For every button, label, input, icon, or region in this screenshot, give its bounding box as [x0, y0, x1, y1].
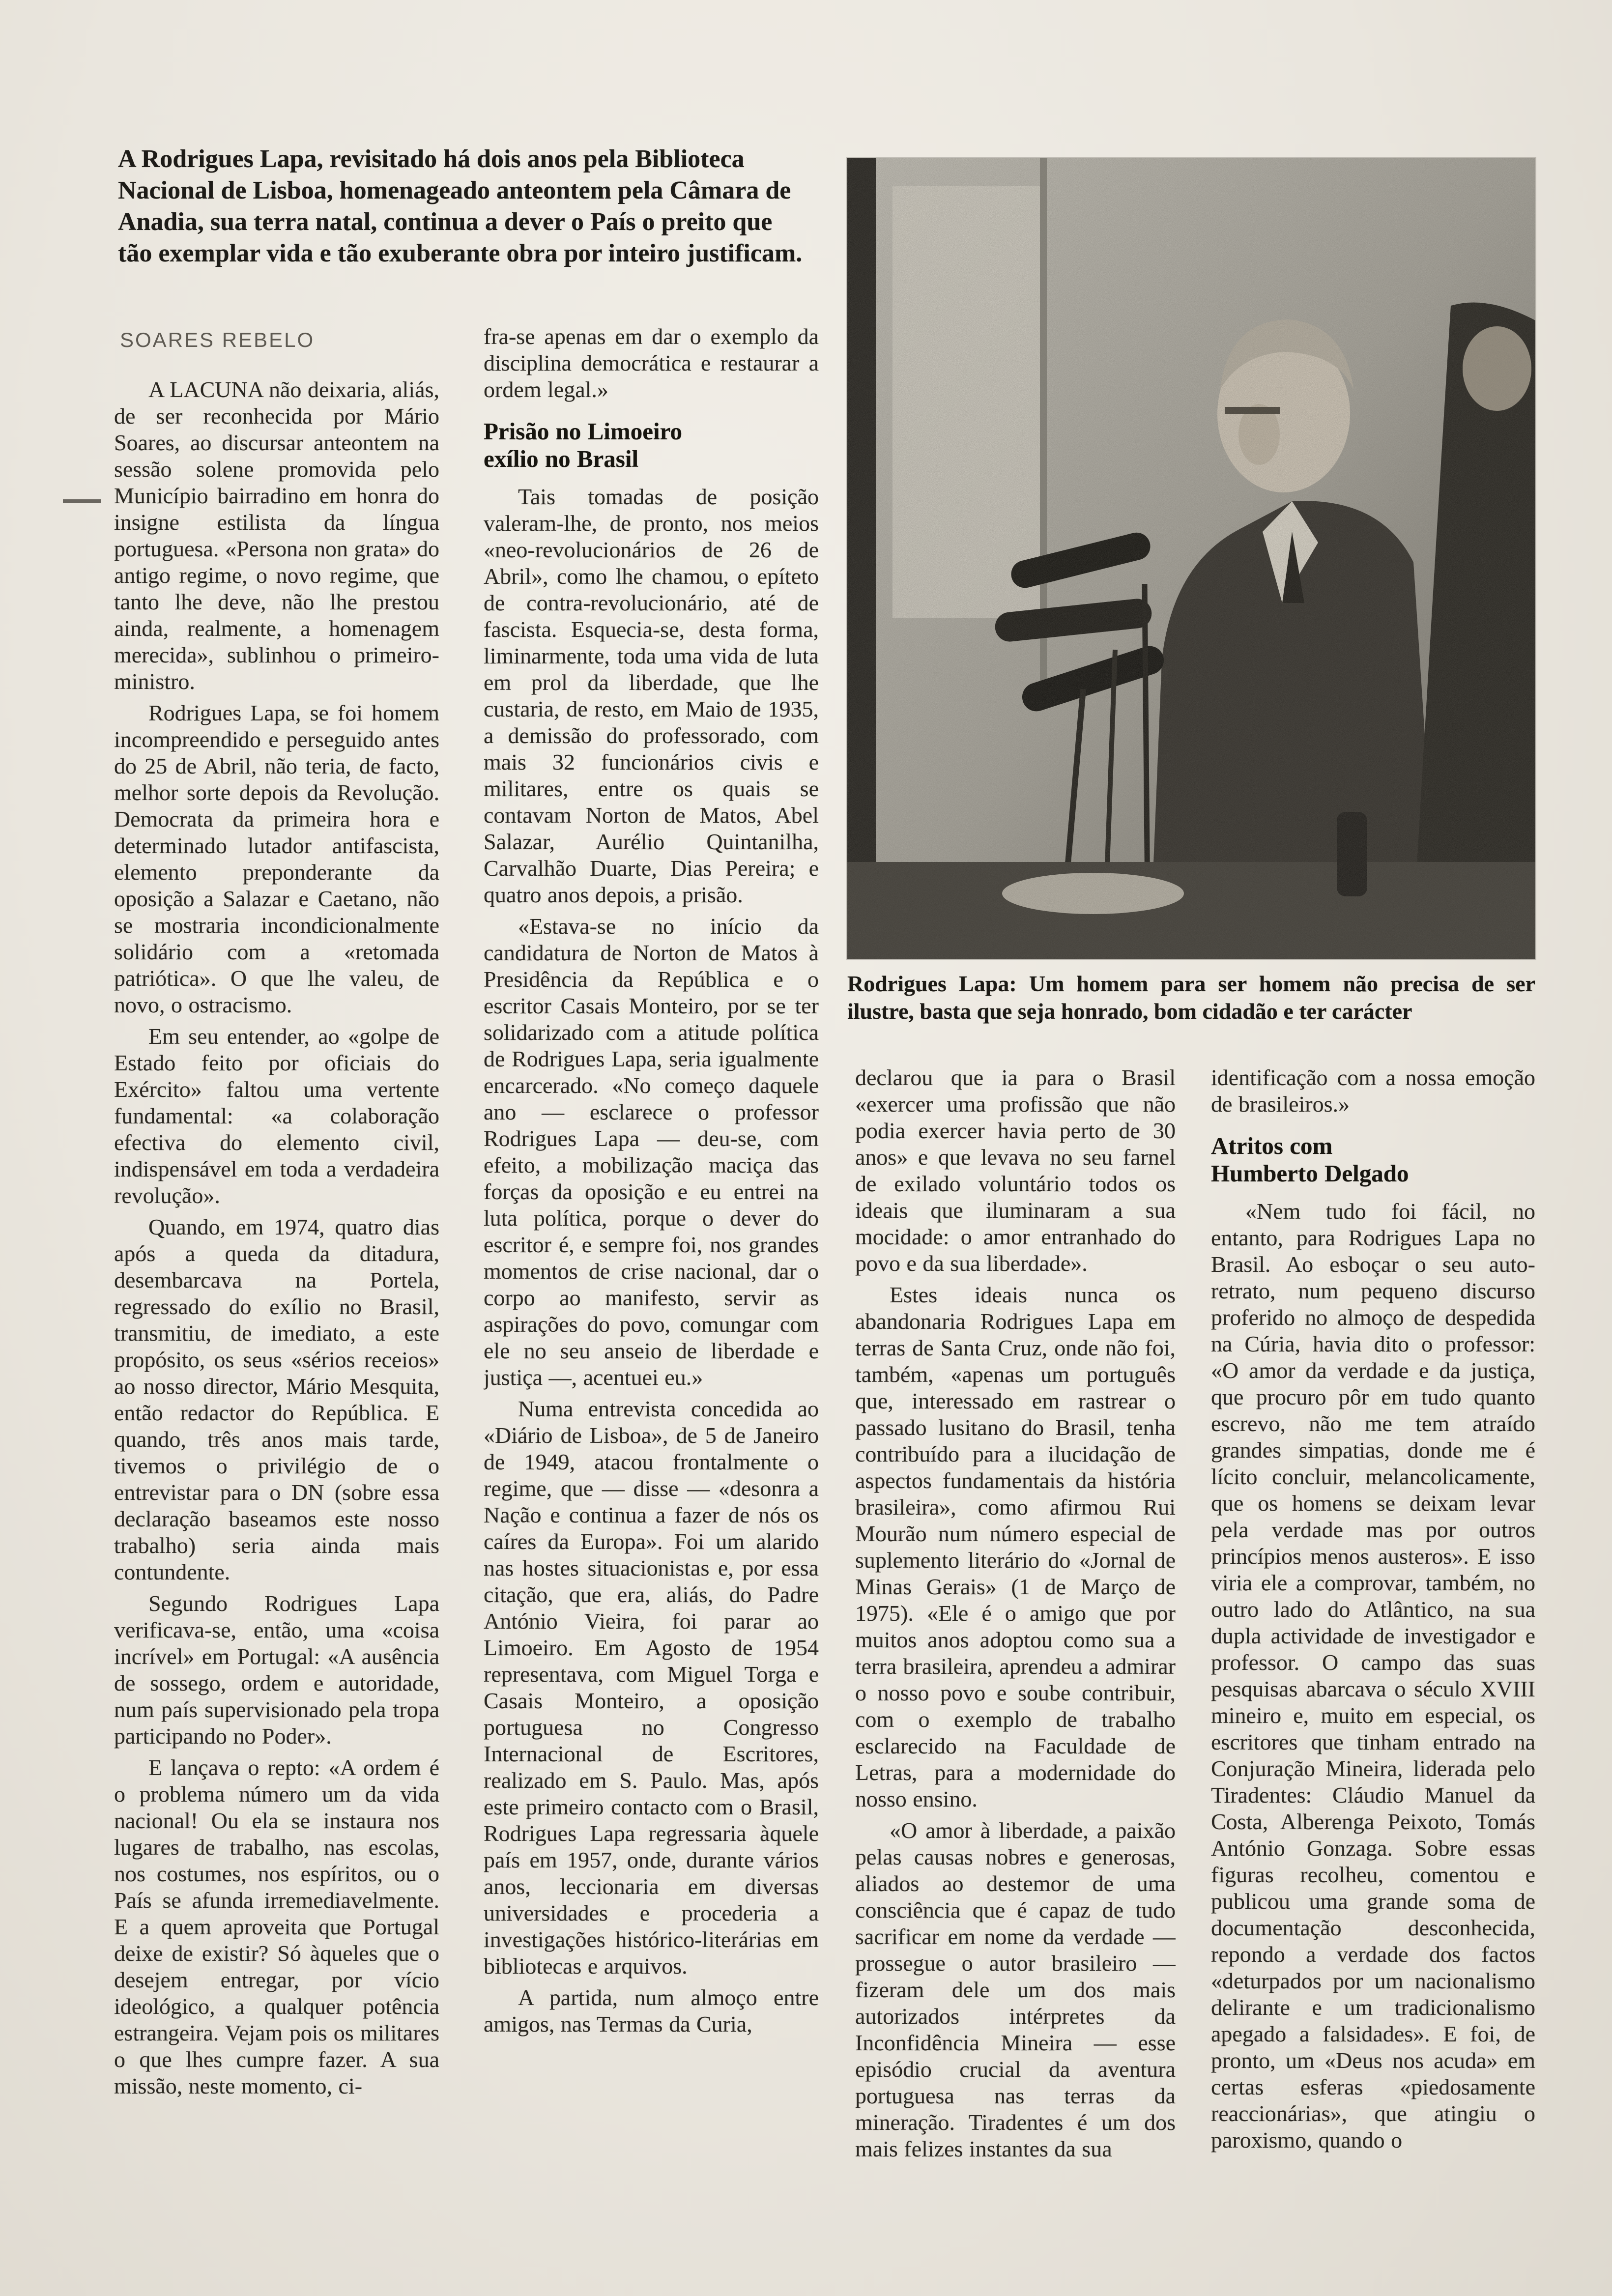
- subheading-line-1: Prisão no Limoeiro: [484, 418, 682, 445]
- subheading-line-2: exílio no Brasil: [484, 445, 639, 472]
- paragraph: A LACUNA não deixaria, aliás, de ser reconhecida por Mário Soares, ao discursar anteontem na sessão solene promovida pelo Município bairradino em honra do insigne estilista da língua portuguesa. «Persona non grata» do antigo regime, o novo regime, que tanto lhe deve, não lhe prestou ainda, realmente, a homenagem merecida», sublinhou o primeiro-ministro.: [114, 377, 439, 694]
- paragraph: E lançava o repto: «A ordem é o problema número um da vida nacional! Ou ela se instaura nos lugares de trabalho, nas escolas, nos costumes, nos espíritos, ou o País se afunda irremediavelmente. E a quem aproveita que Portugal deixe de existir? Só àqueles que o desejem entregar, por vício ideológico, a qualquer potência estrangeira. Vejam pois os militares o que lhes cumpre fazer. A sua missão, neste momento, ci-: [114, 1755, 439, 2098]
- subheading-line-1: Atritos com: [1211, 1132, 1333, 1159]
- paragraph-continuation: identificação com a nossa emoção de brasileiros.»: [1211, 1065, 1535, 1117]
- paragraph: Quando, em 1974, quatro dias após a queda da ditadura, desembarcava na Portela, regressado do exílio no Brasil, transmitiu, de imediato, a este propósito, os seus «sérios receios» ao nosso director, Mário Mesquita, então redactor do República. E quando, três anos mais tarde, tivemos o privilégio de o entrevistar para o DN (sobre essa declaração baseamos este nosso trabalho) seria ainda mais contundente.: [114, 1214, 439, 1584]
- photo-caption: Rodrigues Lapa: Um homem para ser homem não precisa de ser ilustre, basta que seja honrado, bom cidadão e ter carácter: [847, 971, 1535, 1024]
- paragraph-continuation: declarou que ia para o Brasil «exercer uma profissão que não podia exercer havia perto de 30 anos» e que levava no seu farnel de exilado voluntário todos os ideais que iluminaram a sua mocidade: o amor entranhado do povo e da sua liberdade».: [855, 1065, 1176, 1276]
- paragraph: Estes ideais nunca os abandonaria Rodrigues Lapa em terras de Santa Cruz, onde não foi, também, «apenas um português que, interessado em rastrear o passado lusitano do Brasil, tenha contribuído para a ilucidação de aspectos fundamentais da história brasileira», como afirmou Rui Mourão num número especial de suplemento literário do «Jornal de Minas Gerais» (1 de Março de 1975). «Ele é o amigo que por muitos anos adoptou como sua a terra brasileira, aprendeu a admirar o nosso povo e soube contribuir, com o exemplo de trabalho esclarecido na Faculdade de Letras, para a modernidade do nosso ensino.: [855, 1282, 1176, 1811]
- article-column-1: [114, 376, 439, 2256]
- paragraph: A partida, num almoço entre amigos, nas Termas da Curia,: [484, 1985, 819, 2037]
- paragraph: «O amor à liberdade, a paixão pelas causas nobres e generosas, aliados ao destemor de uma consciência que é capaz de tudo sacrificar em nome da verdade — prossegue o autor brasileiro — fizeram dele um dos mais autorizados intérpretes da Inconfidência Mineira — esse episódio crucial da aventura portuguesa nas terras da mineração. Tiradentes é um dos mais felizes instantes da sua: [855, 1818, 1176, 2161]
- article-column-4: [1211, 1064, 1535, 2256]
- photo-figure: [847, 158, 1535, 1025]
- paragraph: Tais tomadas de posição valeram-lhe, de pronto, nos meios «neo-revolucionários de 26 de Abril», como lhe chamou, o epíteto de contra-revolucionário, até de fascista. Esquecia-se, desta forma, liminarmente, toda uma vida de luta em prol da liberdade, que lhe custaria, de resto, em Maio de 1935, a demissão do professorado, com mais 32 funcionários civis e militares, entre os quais se contavam Norton de Matos, Abel Salazar, Aurélio Quintanilha, Carvalhão Duarte, Dias Pereira; e quatro anos depois, a prisão.: [484, 484, 819, 907]
- article-column-2: [484, 323, 819, 2256]
- paragraph: «Nem tudo foi fácil, no entanto, para Rodrigues Lapa no Brasil. Ao esboçar o seu auto-retrato, num pequeno discurso proferido no almoço de despedida na Cúria, havia dito o professor: «O amor da verdade e da justiça, que procuro pôr em tudo quanto escrevo, não me tem atraído grandes simpatias, donde me é lícito concluir, melancolicamente, que os homens se deixam levar pela verdade mas por outros princípios menos austeros». E isso viria ele a comprovar, também, no outro lado do Atlântico, na sua dupla actividade de investigador e professor. O campo das suas pesquisas abarcava o século XVIII mineiro e, muito em especial, os escritores que tinham entrado na Conjuração Mineira, liderada pelo Tiradentes: Cláudio Manuel da Costa, Alberenga Peixoto, Tomás António Gonzaga. Sobre essas figuras recolheu, comentou e publicou uma grande soma de documentação desconhecida, repondo a verdade dos factos «deturpados por um nacionalismo delirante e um tradicionalismo apegado a falsidades». E foi, de pronto, um «Deus nos acuda» em certas esferas «piedosamente reaccionárias», que atingiu o paroxismo, quando o: [1211, 1199, 1535, 2152]
- article-lead: A Rodrigues Lapa, revisitado há dois anos pela Biblioteca Nacional de Lisboa, homenageado anteontem pela Câmara de Anadia, sua terra natal, continua a dever o País o preito que tão exemplar vida e tão exuberante obra por inteiro justificam.: [118, 145, 803, 267]
- photo-rodrigues-lapa-image: [847, 158, 1535, 959]
- paragraph: Em seu entender, ao «golpe de Estado feito por oficiais do Exército» faltou uma vertente fundamental: «a colaboração efectiva do elemento civil, indispensável em toda a verdadeira revolução».: [114, 1024, 439, 1208]
- margin-mark: [63, 499, 101, 503]
- paragraph: Numa entrevista concedida ao «Diário de Lisboa», de 5 de Janeiro de 1949, atacou frontalmente o regime, que — disse — «desonra a Nação e continua a fazer de nós os caíres da Europa». Foi um alarido nas hostes situacionistas e, por essa citação, que era, aliás, do Padre António Vieira, foi parar ao Limoeiro. Em Agosto de 1954 representava, com Miguel Torga e Casais Monteiro, a oposição portuguesa no Congresso Internacional de Escritores, realizado em S. Paulo. Mas, após este primeiro contacto com o Brasil, Rodrigues Lapa regressaria àquele país em 1957, onde, durante vários anos, leccionaria em diversas universidades e procederia a investigações histórico-literárias em bibliotecas e arquivos.: [484, 1396, 819, 1979]
- subheading-atritos-delgado: [1211, 1132, 1535, 1187]
- paragraph: Rodrigues Lapa, se foi homem incompreendido e perseguido antes do 25 de Abril, não teria, de facto, melhor sorte depois da Revolução. Democrata da primeira hora e determinado lutador antifascista, elemento preponderante da oposição a Salazar e Caetano, não se mostraria incondicionalmente solidário com a «retomada patriótica». O que lhe valeu, de novo, o ostracismo.: [114, 700, 439, 1017]
- paragraph: Segundo Rodrigues Lapa verificava-se, então, uma «coisa incrível» em Portugal: «A ausência de sossego, ordem e autoridade, num país supervisionado pela tropa participando no Poder».: [114, 1591, 439, 1749]
- byline: SOARES REBELO: [120, 328, 315, 351]
- article-column-3: [855, 1064, 1176, 2256]
- photo-grain-overlay: [847, 158, 1535, 959]
- subheading-prisao-limoeiro: [484, 418, 819, 473]
- subheading-line-2: Humberto Delgado: [1211, 1160, 1409, 1187]
- paragraph: «Estava-se no início da candidatura de Norton de Matos à Presidência da República e o escritor Casais Monteiro, por se ter solidarizado com a atitude política de Rodrigues Lapa, seria igualmente encarcerado. «No começo daquele ano — esclarece o professor Rodrigues Lapa — deu-se, com efeito, a mobilização maciça das forças da oposição e eu entrei na luta política, porque o dever do escritor é, e sempre foi, nos grandes momentos de crise nacional, dar o corpo ao manifesto, servir as aspirações do povo, comungar com ele no seu anseio de liberdade e justiça —, acentuei eu.»: [484, 914, 819, 1390]
- paragraph-continuation: fra-se apenas em dar o exemplo da disciplina democrática e restaurar a ordem legal.»: [484, 324, 819, 402]
